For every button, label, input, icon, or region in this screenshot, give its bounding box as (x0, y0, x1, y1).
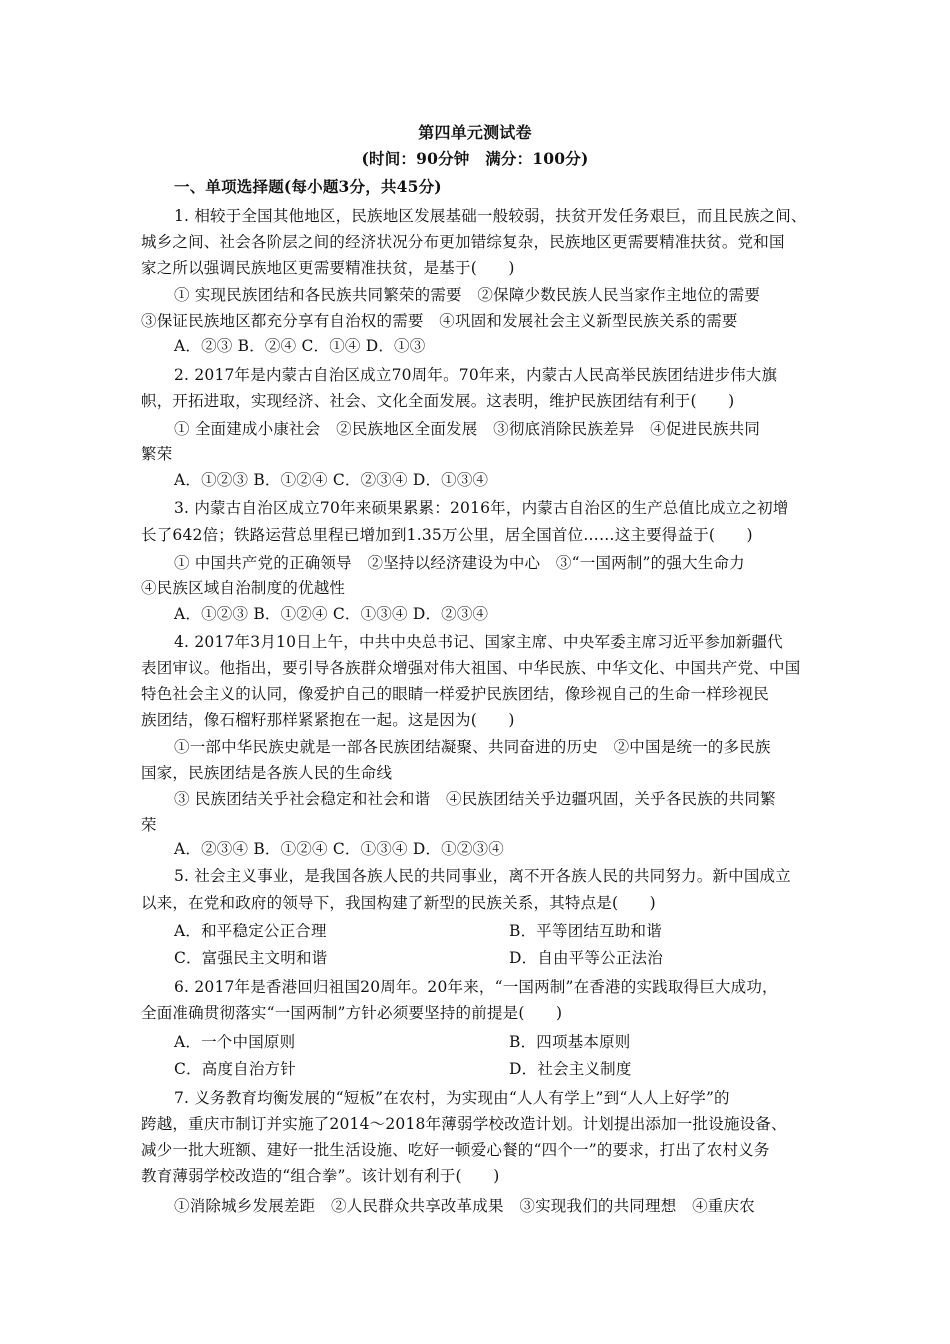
q1-stem-line: 家之所以强调民族地区更需要精准扶贫，是基于( ) (141, 259, 515, 277)
q7-stem-line: 减少一批大班额、建好一批生活设施、吃好一顿爱心餐的“四个一”的要求，打出了农村义务 (141, 1141, 770, 1159)
q4-stem-line: 族团结，像石榴籽那样紧紧抱在一起。这是因为( ) (141, 711, 515, 729)
q2-choices: A．①②③ B．①②④ C．②③④ D．①③④ (174, 471, 489, 489)
q6-stem-line: 全面准确贯彻落实“一国两制”方针必须要坚持的前提是( ) (141, 1004, 563, 1022)
section-heading: 一、单项选择题(每小题3分，共45分) (174, 177, 442, 196)
q6-option-b: B．四项基本原则 (509, 1033, 631, 1051)
q3-option-line: ④民族区域自治制度的优越性 (141, 579, 346, 597)
q5-option-row (174, 918, 821, 944)
q2-stem-line: 2. 2017年是内蒙古自治区成立70周年。70年来，内蒙古人民高举民族团结进步伟大旗 (174, 366, 778, 384)
q2-option-line: ① 全面建成小康社会 ②民族地区全面发展 ③彻底消除民族差异 ④促进民族共同 (174, 420, 761, 438)
q1-option-line: ③保证民族地区都充分享有自治权的需要 ④巩固和发展社会主义新型民族关系的需要 (141, 312, 738, 330)
q6-stem-line: 6. 2017年是香港回归祖国20周年。20年来，“一国两制”在香港的实践取得巨大成功， (174, 978, 778, 996)
q6-option-d: D．社会主义制度 (509, 1060, 632, 1078)
q7-option-line: ①消除城乡发展差距 ②人民群众共享改革成果 ③实现我们的共同理想 ④重庆农 (174, 1197, 755, 1215)
q4-option-line: 荣 (141, 816, 157, 834)
q2-stem-line: 帜，开拓进取，实现经济、社会、文化全面发展。这表明，维护民族团结有利于( ) (141, 392, 735, 410)
q6-option-row (174, 1056, 821, 1082)
exam-info: (时间：90分钟 满分：100分) (361, 149, 589, 168)
q1-stem-line: 1. 相较于全国其他地区，民族地区发展基础一般较弱，扶贫开发任务艰巨，而且民族之间、 (174, 207, 807, 225)
q4-option-line: ③ 民族团结关乎社会稳定和社会和谐 ④民族团结关乎边疆巩固，关乎各民族的共同繁 (174, 790, 776, 808)
q6-option-row (174, 1029, 821, 1055)
q4-stem-line: 4. 2017年3月10日上午，中共中央总书记、国家主席、中央军委主席习近平参加新疆代 (174, 633, 783, 651)
q3-option-line: ① 中国共产党的正确领导 ②坚持以经济建设为中心 ③“一国两制”的强大生命力 (174, 554, 745, 572)
q3-stem-line: 长了642倍；铁路运营总里程已增加到1.35万公里，居全国首位……这主要得益于( ) (141, 526, 753, 544)
q1-stem-line: 城乡之间、社会各阶层之间的经济状况分布更加错综复杂，民族地区更需要精准扶贫。党和国 (141, 233, 785, 251)
page-title: 第四单元测试卷 (418, 123, 532, 142)
q2-option-line: 繁荣 (141, 445, 173, 463)
q4-stem-line: 表团审议。他指出，要引导各族群众增强对伟大祖国、中华民族、中华文化、中国共产党、中国 (141, 659, 801, 677)
q3-stem-line: 3. 内蒙古自治区成立70年来硕果累累：2016年，内蒙古自治区的生产总值比成立之初增 (174, 499, 789, 517)
q7-stem-line: 教育薄弱学校改造的“组合拳”。该计划有利于( ) (141, 1167, 500, 1185)
q5-stem-line: 5. 社会主义事业，是我国各族人民的共同事业，离不开各族人民的共同努力。新中国成立 (174, 867, 791, 885)
q7-stem-line: 跨越，重庆市制订并实施了2014～2018年薄弱学校改造计划。计划提出添加一批设施设备、 (141, 1115, 787, 1133)
q1-option-line: ① 实现民族团结和各民族共同繁荣的需要 ②保障少数民族人民当家作主地位的需要 (174, 286, 761, 304)
q6-option-c: C．高度自治方针 (174, 1060, 296, 1078)
q4-option-line: 国家，民族团结是各族人民的生命线 (141, 764, 393, 782)
q1-choices: A．②③ B．②④ C．①④ D．①③ (174, 337, 426, 355)
q5-option-row (174, 945, 821, 971)
q7-stem-line: 7. 义务教育均衡发展的“短板”在农村，为实现由“人人有学上”到“人人上好学”的 (174, 1089, 730, 1107)
q3-choices: A．①②③ B．①②④ C．①③④ D．②③④ (174, 605, 489, 623)
q5-option-d: D．自由平等公正法治 (509, 949, 663, 967)
q5-option-a: A．和平稳定公正合理 (174, 922, 327, 940)
q6-option-a: A．一个中国原则 (174, 1033, 296, 1051)
q5-option-b: B．平等团结互助和谐 (509, 922, 662, 940)
q4-choices: A．②③④ B．①②④ C．①③④ D．①②③④ (174, 840, 504, 858)
q4-stem-line: 特色社会主义的认同，像爱护自己的眼睛一样爱护民族团结，像珍视自己的生命一样珍视民 (141, 685, 770, 703)
q5-option-c: C．富强民主文明和谐 (174, 949, 328, 967)
q4-option-line: ①一部中华民族史就是一部各民族团结凝聚、共同奋进的历史 ②中国是统一的多民族 (174, 738, 771, 756)
q5-stem-line: 以来，在党和政府的领导下，我国构建了新型的民族关系，其特点是( ) (141, 894, 656, 912)
